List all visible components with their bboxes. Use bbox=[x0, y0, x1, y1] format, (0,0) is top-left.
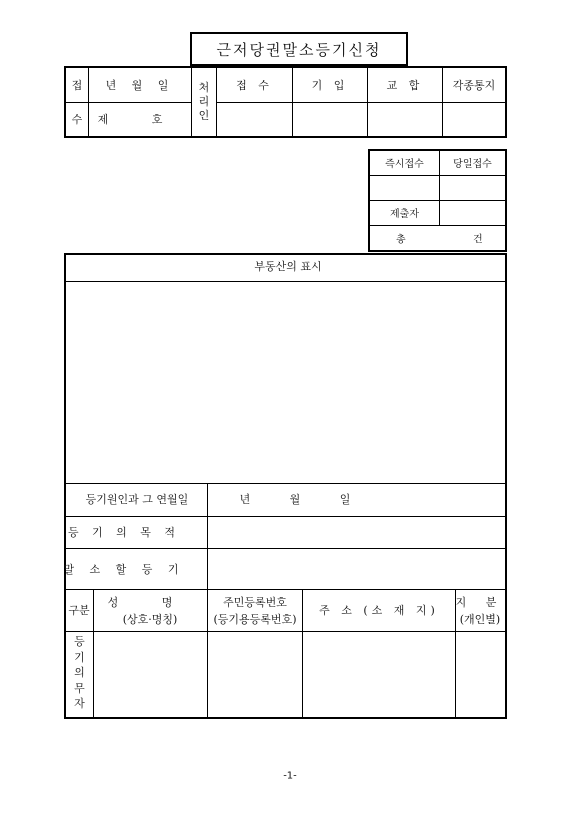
reception-label-top: 접 bbox=[65, 67, 89, 102]
submitter-cell[interactable] bbox=[440, 200, 507, 225]
cause-date[interactable]: 년 월 일 bbox=[239, 493, 369, 506]
divider bbox=[65, 589, 505, 590]
receipt-cell[interactable] bbox=[217, 102, 293, 137]
reception-label-bottom: 수 bbox=[65, 102, 89, 137]
obligor-name-cell[interactable] bbox=[94, 632, 207, 718]
col-share: 지 분 bbox=[455, 596, 505, 609]
purpose-label: 등 기 의 목 적 bbox=[67, 526, 181, 539]
col-id-sub: (등기용등록번호) bbox=[213, 613, 297, 626]
immediate-cell[interactable] bbox=[369, 175, 440, 200]
col-address: 주 소 (소 재 지) bbox=[319, 604, 439, 617]
divider bbox=[207, 483, 208, 589]
date-label: 년 월 일 bbox=[89, 67, 192, 102]
col-entry: 기 입 bbox=[293, 67, 368, 102]
property-description-area[interactable] bbox=[66, 282, 505, 482]
col-id: 주민등록번호 bbox=[223, 596, 287, 609]
entry-cell[interactable] bbox=[293, 102, 368, 137]
obligor-id-cell[interactable] bbox=[208, 632, 302, 718]
submission-table bbox=[368, 149, 507, 252]
page-number: -1- bbox=[283, 770, 297, 782]
col-notice: 각종통지 bbox=[443, 67, 507, 102]
submitter-label: 제출자 bbox=[369, 200, 440, 225]
col-receipt: 접 수 bbox=[217, 67, 293, 102]
form-title: 근저당권말소등기신청 bbox=[190, 32, 408, 66]
obligor-label: 등 기 의 무 자 bbox=[74, 635, 85, 710]
handler-label: 처 리 인 bbox=[192, 67, 217, 137]
cancel-label: 말 소 할 등 기 bbox=[63, 563, 185, 576]
obligor-address-cell[interactable] bbox=[303, 632, 455, 718]
col-name: 성 명 bbox=[107, 596, 193, 609]
purpose-field[interactable] bbox=[208, 517, 505, 548]
sameday-label: 당일접수 bbox=[440, 150, 507, 175]
count-unit: 건 bbox=[473, 234, 483, 246]
number-label: 제 호 bbox=[89, 102, 192, 137]
col-verify: 교 합 bbox=[368, 67, 443, 102]
cancel-field[interactable] bbox=[208, 549, 505, 589]
property-heading: 부동산의 표시 bbox=[254, 260, 322, 273]
col-name-sub: (상호·명칭) bbox=[122, 613, 178, 626]
total-label: 총 bbox=[396, 234, 406, 246]
col-type: 구분 bbox=[68, 604, 90, 617]
total-row bbox=[369, 225, 506, 251]
notice-cell[interactable] bbox=[443, 102, 507, 137]
divider bbox=[65, 483, 505, 484]
col-share-sub: (개인별) bbox=[459, 613, 501, 626]
verify-cell[interactable] bbox=[368, 102, 443, 137]
sameday-cell[interactable] bbox=[440, 175, 507, 200]
cause-label: 등기원인과 그 연월일 bbox=[85, 493, 189, 506]
obligor-share-cell[interactable] bbox=[456, 632, 505, 718]
immediate-label: 즉시접수 bbox=[369, 150, 440, 175]
reception-table bbox=[64, 66, 507, 138]
